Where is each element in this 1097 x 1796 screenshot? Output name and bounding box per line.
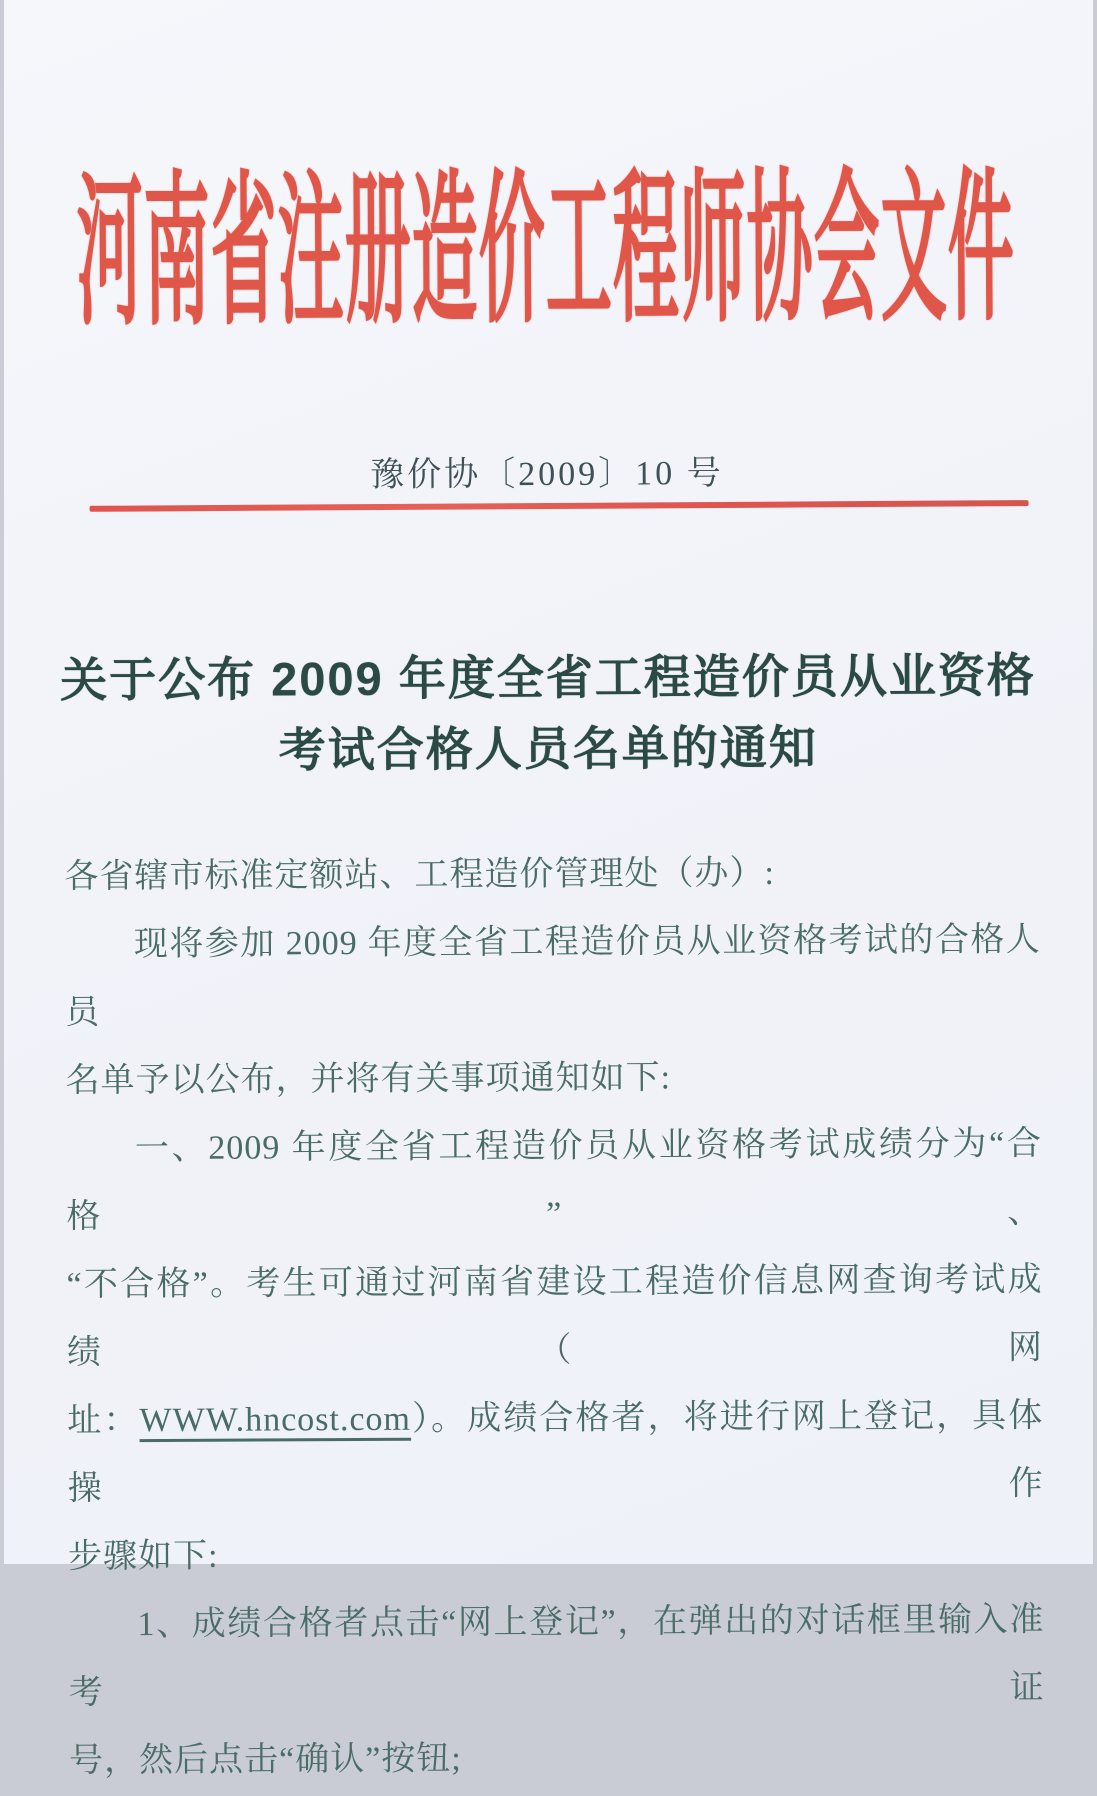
website-url: WWW.hncost.com <box>139 1400 412 1440</box>
url-prefix-text: 址： <box>67 1402 140 1440</box>
body-line-step-1: 1、成绩合格者点击“网上登记”，在弹出的对话框里输入准考证 <box>68 1601 1045 1712</box>
body-line: 现将参加 2009 年度全省工程造价员从业资格考试的合格人员 <box>65 921 1041 1032</box>
document-title-line1: 关于公布 2009 年度全省工程造价员从业资格 <box>59 648 1036 707</box>
document-title-line2: 考试合格人员名单的通知 <box>278 720 818 777</box>
body-line: 名单予以公布，并将有关事项通知如下: <box>65 1059 672 1100</box>
body-line-salutation: 各省辖市标准定额站、工程造价管理处（办）: <box>64 854 776 896</box>
body-line: 步骤如下: <box>67 1537 219 1576</box>
red-divider-rule <box>90 500 1029 512</box>
url-suffix-text: ）。成绩合格者，将进行网上登记，具体操作 <box>67 1397 1044 1508</box>
document-number: 豫价协〔2009〕10 号 <box>370 455 724 494</box>
letterhead-title: 河南省注册造价工程师协会文件 <box>76 159 1016 347</box>
body-line: “不合格”。考生可通过河南省建设工程造价信息网查询考试成绩（网 <box>66 1261 1044 1372</box>
scanned-document-page <box>4 0 1093 1780</box>
body-line-item-1: 一、2009 年度全省工程造价员从业资格考试成绩分为“合格”、 <box>66 1125 1043 1236</box>
body-line-with-url <box>67 1382 1044 1523</box>
document-body <box>64 838 1045 1795</box>
document-title <box>3 639 1093 787</box>
body-line: 号，然后点击“确认”按钮; <box>69 1740 462 1780</box>
